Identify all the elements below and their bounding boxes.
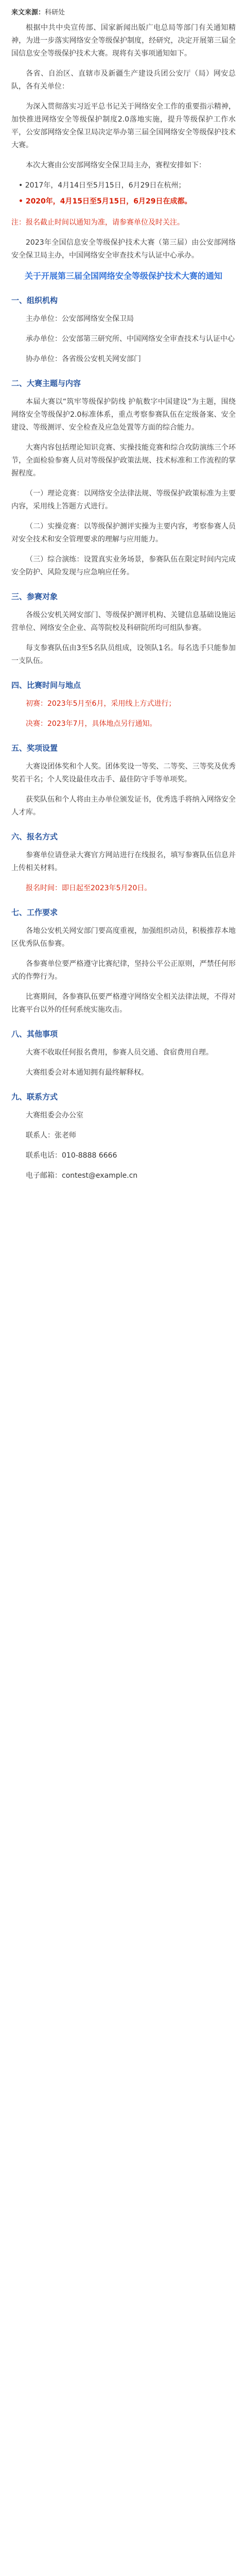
section-title: 三、参赛对象 — [11, 592, 58, 601]
schedule-intro: 本次大赛由公安部网络安全保卫局主办，赛程安排如下： — [26, 161, 206, 170]
contact-paragraph: 联系电话：010-8888 6666 — [26, 1151, 117, 1160]
red-note: 注：报名截止时间以通知为准，请参赛单位及时关注。 — [11, 218, 184, 227]
section-title: 一、组织机构 — [11, 296, 58, 305]
section-paragraph: （三）综合演练：设置真实业务场景，参赛队伍在限定时间内完成安全防护、风险发现与应急响应任务。 — [11, 555, 236, 577]
section-paragraph: 大赛内容包括理论知识竞赛、实操技能竞赛和综合攻防演练三个环节，全面检验参赛人员对等级保护政策法规、技术标准和工作流程的掌握程度。 — [11, 444, 236, 478]
section-title: 九、联系方式 — [11, 1092, 58, 1101]
section-paragraph: 各地公安机关网安部门要高度重视，加强组织动员，积极推荐本地区优秀队伍参赛。 — [11, 927, 236, 948]
article-content — [0, 0, 247, 1182]
document-title: 关于开展第三届全国网络安全等级保护技术大赛的通知 — [24, 271, 222, 281]
section-paragraph: 大赛组委会对本通知拥有最终解释权。 — [26, 1069, 148, 1077]
section-paragraph: 初赛：2023年5月至6月，采用线上方式进行； — [26, 700, 176, 708]
section-title: 二、大赛主题与内容 — [11, 379, 81, 388]
section-title: 四、比赛时间与地点 — [11, 681, 81, 690]
schedule-item: • 2017年，4月14日至5月15日，6月29日在杭州； — [19, 181, 186, 190]
section-paragraph: 大赛设团体奖和个人奖。团体奖设一等奖、二等奖、三等奖及优秀奖若干名；个人奖设最佳攻击手、最佳防守手等单项奖。 — [11, 762, 236, 784]
section-title: 五、奖项设置 — [11, 743, 58, 753]
section-title: 八、其他事项 — [11, 1029, 58, 1039]
source-line — [11, 7, 236, 19]
section-title: 六、报名方式 — [11, 832, 58, 841]
lead-addressee: 各省、自治区、直辖市及新疆生产建设兵团公安厅（局）网安总队，各有关单位： — [11, 70, 236, 91]
section-paragraph: 各参赛单位要严格遵守比赛纪律，坚持公平公正原则，严禁任何形式的作弊行为。 — [11, 960, 236, 981]
source-value: 科研处 — [45, 9, 65, 16]
schedule-item: • 2020年，4月15日至5月15日，6月29日在成都。 — [19, 197, 192, 206]
supplement-paragraph: 2023年全国信息安全等级保护技术大赛（第三届）由公安部网络安全保卫局主办，中国网络安全审查技术与认证中心承办。 — [11, 239, 236, 260]
section-paragraph: 大赛不收取任何报名费用，参赛人员交通、食宿费用自理。 — [26, 1048, 213, 1057]
section-paragraph: 决赛：2023年7月，具体地点另行通知。 — [26, 720, 157, 728]
section-paragraph: 获奖队伍和个人将由主办单位颁发证书，优秀选手将纳入网络安全人才库。 — [11, 795, 236, 817]
section-paragraph: 各级公安机关网安部门、等级保护测评机构、关键信息基础设施运营单位、网络安全企业、高等院校及科研院所均可组队参赛。 — [11, 611, 236, 632]
section-paragraph: 报名时间：即日起至2023年5月20日。 — [26, 884, 152, 892]
section-paragraph: 承办单位：公安部第三研究所、中国网络安全审查技术与认证中心 — [26, 335, 235, 343]
contact-paragraph: 大赛组委会办公室 — [26, 1111, 83, 1120]
section-title: 七、工作要求 — [11, 908, 58, 917]
section-paragraph: 每支参赛队伍由3至5名队员组成，设领队1名。每名选手只能参加一支队伍。 — [11, 644, 236, 665]
intro-paragraph: 根据中共中央宣传部、国家新闻出版广电总局等部门有关通知精神，为进一步落实网络安全等级保护制度，经研究，决定开展第三届全国信息安全等级保护技术大赛。现将有关事项通知如下。 — [11, 24, 236, 58]
section-paragraph: 比赛期间，各参赛队伍要严格遵守网络安全相关法律法规，不得对比赛平台以外的任何系统实施攻击。 — [11, 993, 236, 1014]
source-label: 来文来源： — [11, 9, 45, 16]
section-paragraph: （二）实操竞赛：以等级保护测评实操为主要内容，考察参赛人员对安全技术和安全管理要求的理解与应用能力。 — [11, 522, 236, 544]
section-paragraph: 本届大赛以“筑牢等级保护防线 护航数字中国建设”为主题，围绕网络安全等级保护2.0标准体系，重点考察参赛队伍在定级备案、安全建设、等级测评、安全检查及应急处置等方面的综合能力。 — [11, 398, 236, 432]
lead-paragraph: 为深入贯彻落实习近平总书记关于网络安全工作的重要指示精神，加快推进网络安全等级保护制度2.0落地实施，提升等级保护工作水平，公安部网络安全保卫局决定举办第三届全国网络安全等级保护技术大赛。 — [11, 103, 236, 149]
section-paragraph: 协办单位：各省级公安机关网安部门 — [26, 355, 141, 363]
spacer — [11, 211, 236, 216]
section-paragraph: 主办单位：公安部网络安全保卫局 — [26, 315, 134, 323]
contact-paragraph: 电子邮箱：contest@example.cn — [26, 1172, 138, 1180]
section-paragraph: （一）理论竞赛：以网络安全法律法规、等级保护政策标准为主要内容，采用线上答题方式进行。 — [11, 489, 236, 511]
section-paragraph: 参赛单位请登录大赛官方网站进行在线报名，填写参赛队伍信息并上传相关材料。 — [11, 851, 236, 872]
contact-paragraph: 联系人：张老师 — [26, 1131, 76, 1140]
